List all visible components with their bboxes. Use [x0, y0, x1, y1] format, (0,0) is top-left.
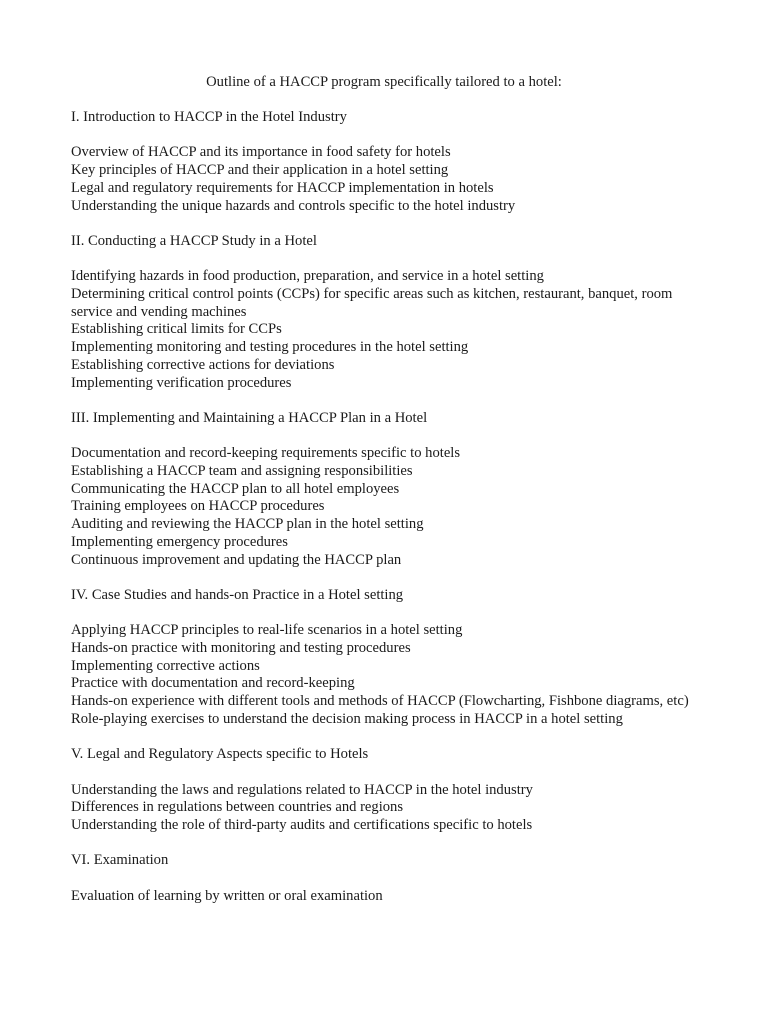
section-haccp-study — [71, 233, 696, 392]
list-item: Overview of HACCP and its importance in food safety for hotels — [71, 144, 451, 161]
section-heading: II. Conducting a HACCP Study in a Hotel — [71, 232, 317, 249]
section-item-list — [71, 888, 696, 906]
list-item: Auditing and reviewing the HACCP plan in the hotel setting — [71, 516, 424, 533]
list-item: Key principles of HACCP and their application in a hotel setting — [71, 162, 449, 179]
section-case-studies — [71, 587, 696, 729]
list-item: Implementing verification procedures — [71, 374, 292, 391]
section-heading: IV. Case Studies and hands-on Practice in a Hotel setting — [71, 586, 404, 603]
list-item: Documentation and record-keeping requirements specific to hotels — [71, 445, 461, 462]
section-legal-regulatory — [71, 746, 696, 835]
document-title: Outline of a HACCP program specifically tailored to a hotel: — [206, 74, 562, 90]
document-body — [71, 109, 696, 923]
list-item: Determining critical control points (CCPs) for specific areas such as kitchen, restaurant, banquet, room service and vending machines — [71, 285, 673, 320]
list-item: Practice with documentation and record-keeping — [71, 675, 355, 692]
list-item: Establishing corrective actions for deviations — [71, 356, 335, 373]
list-item: Hands-on experience with different tools and methods of HACCP (Flowcharting, Fishbone diagrams, etc) — [71, 693, 689, 710]
list-item: Continuous improvement and updating the HACCP plan — [71, 551, 402, 568]
section-heading: VI. Examination — [71, 852, 169, 869]
section-introduction — [71, 109, 696, 215]
list-item: Establishing critical limits for CCPs — [71, 321, 282, 338]
section-item-list — [71, 144, 696, 215]
list-item: Legal and regulatory requirements for HACCP implementation in hotels — [71, 179, 494, 196]
section-heading: V. Legal and Regulatory Aspects specific to Hotels — [71, 746, 369, 763]
list-item: Establishing a HACCP team and assigning responsibilities — [71, 462, 413, 479]
list-item: Communicating the HACCP plan to all hotel employees — [71, 480, 400, 497]
list-item: Understanding the unique hazards and controls specific to the hotel industry — [71, 197, 516, 214]
section-implementing-plan — [71, 410, 696, 569]
list-item: Implementing corrective actions — [71, 657, 260, 674]
list-item: Understanding the role of third-party audits and certifications specific to hotels — [71, 816, 533, 833]
list-item: Implementing monitoring and testing procedures in the hotel setting — [71, 339, 469, 356]
list-item: Understanding the laws and regulations related to HACCP in the hotel industry — [71, 781, 533, 798]
list-item: Implementing emergency procedures — [71, 533, 288, 550]
section-heading: III. Implementing and Maintaining a HACCP Plan in a Hotel — [71, 409, 428, 426]
list-item: Hands-on practice with monitoring and testing procedures — [71, 639, 411, 656]
section-item-list — [71, 622, 696, 728]
list-item: Training employees on HACCP procedures — [71, 498, 325, 515]
section-item-list — [71, 445, 696, 569]
section-item-list — [71, 782, 696, 835]
list-item: Applying HACCP principles to real-life scenarios in a hotel setting — [71, 622, 463, 639]
list-item: Evaluation of learning by written or oral examination — [71, 887, 383, 904]
section-item-list — [71, 268, 696, 392]
section-heading: I. Introduction to HACCP in the Hotel Industry — [71, 109, 347, 125]
section-examination — [71, 852, 696, 905]
list-item: Role-playing exercises to understand the decision making process in HACCP in a hotel setting — [71, 710, 623, 727]
list-item: Differences in regulations between countries and regions — [71, 799, 404, 816]
list-item: Identifying hazards in food production, preparation, and service in a hotel setting — [71, 268, 544, 285]
